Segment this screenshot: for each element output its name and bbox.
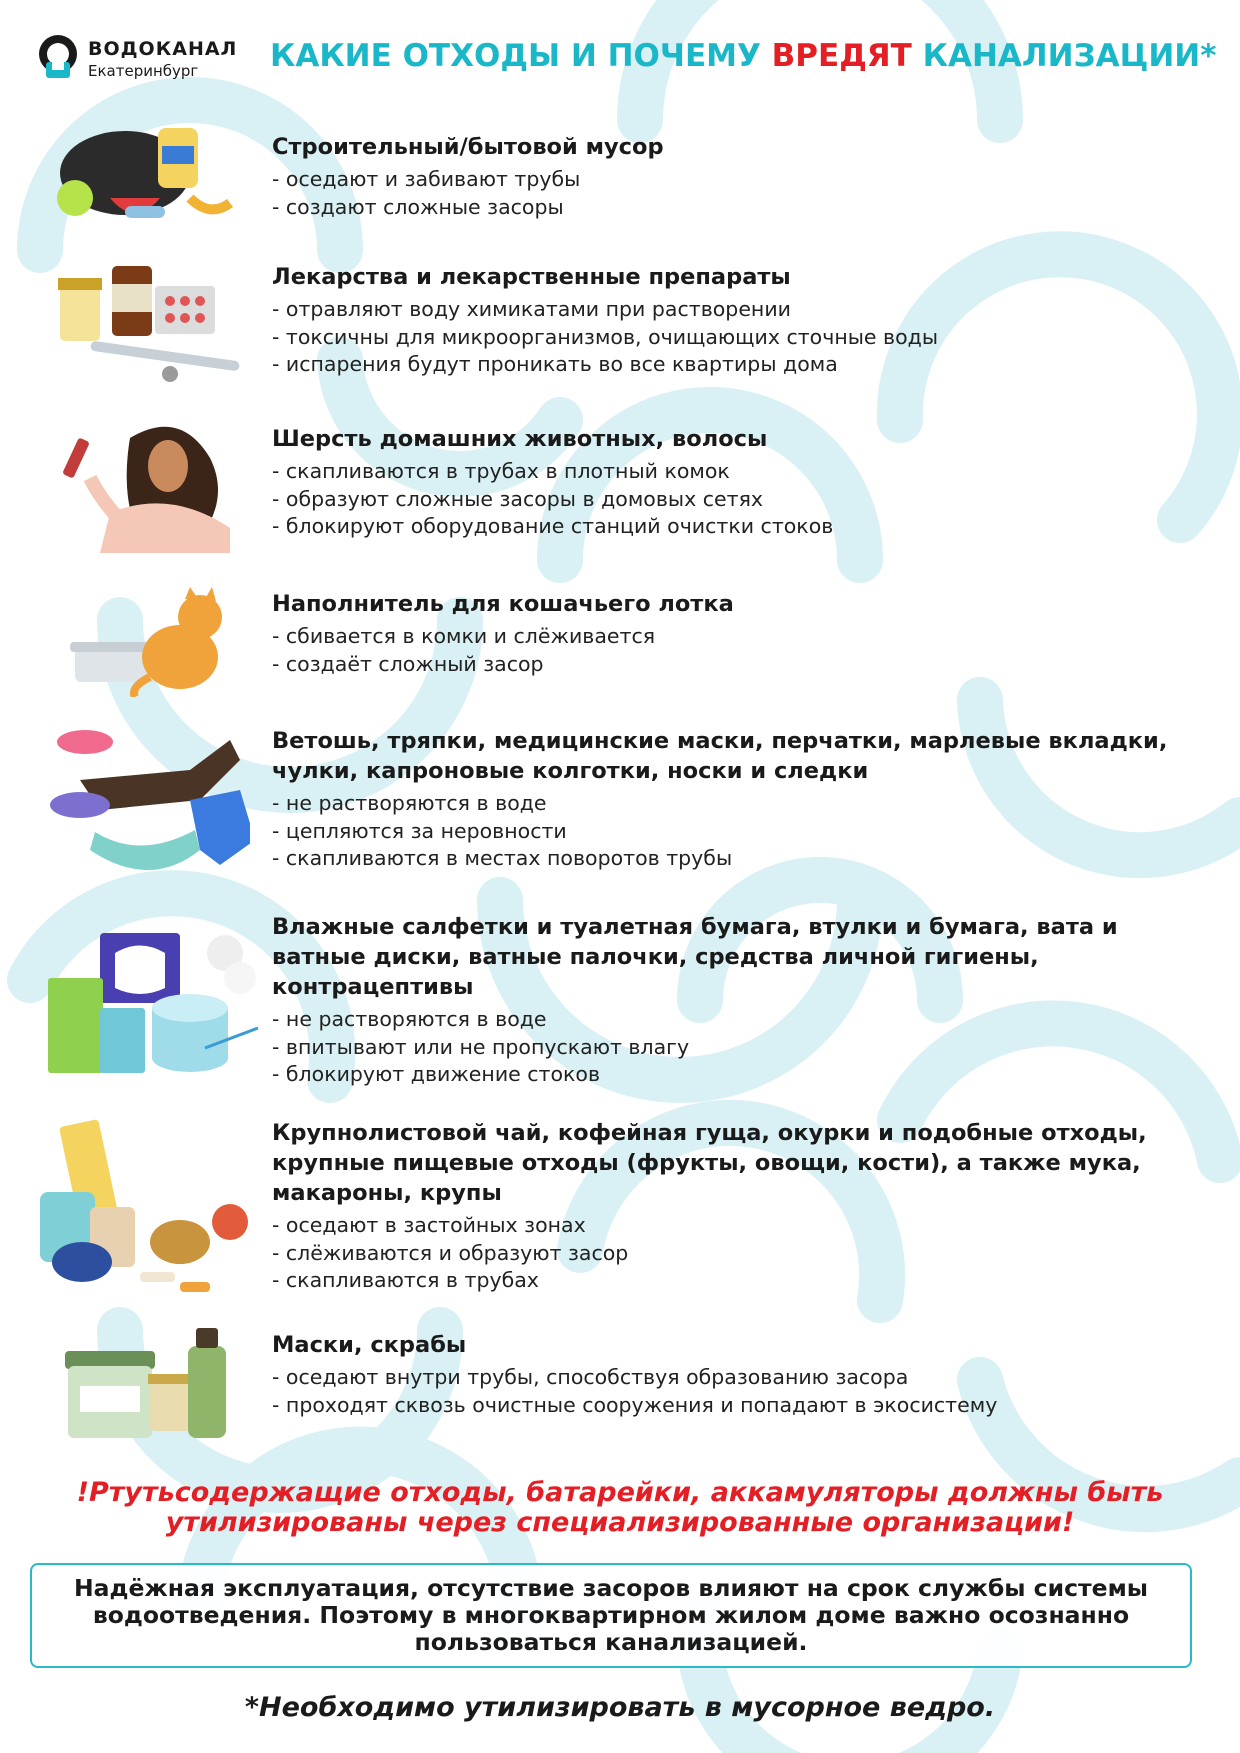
item-point: - скапливаются в местах поворотов трубы [272,846,733,870]
title-part2: КАНАЛИЗАЦИИ* [911,38,1217,74]
item-point: - цепляются за неровности [272,818,567,843]
item-point: - блокируют движение стоков [272,1062,601,1086]
note-box [30,1563,1192,1668]
warning-text: !Ртутьсодержащие отходы, батарейки, аккамуляторы должны быть утилизированы через специализированные организации! [76,1477,1164,1538]
item-title: Строительный/бытовой мусор [272,134,664,160]
item-point: - создают сложные засоры [272,194,564,219]
item-point: - блокируют оборудование станций очистки стоков [272,514,834,538]
item-point: - не растворяются в воде [272,791,547,815]
logo-city: Екатеринбург [88,62,199,80]
item-point: - оседают в застойных зонах [272,1213,586,1237]
item-title: Маски, скрабы [272,1332,467,1358]
item-title: Наполнитель для кошачьего лотка [272,591,734,617]
item-title: Крупнолистовой чай, кофейная гуща, окурки и подобные отходы, крупные пищевые отходы (фрукты, овощи, кости), а также мука, макароны, крупы [272,1120,1147,1206]
hair-comb-icon [40,418,240,553]
item-point: - токсичны для микроорганизмов, очищающих сточные воды [272,324,939,349]
cat-litter-icon [40,587,240,697]
item-title: Ветошь, тряпки, медицинские маски, перчатки, марлевые вкладки, чулки, капроновые колготки, носки и следки [272,728,1168,784]
item-point: - создаёт сложный засор [272,651,544,676]
note-text: Надёжная эксплуатация, отсутствие засоров влияют на срок службы системы водоотведения. Поэтому в многоквартирном жилом доме важно осознанно пользоваться канализацией. [73,1574,1149,1656]
item-title: Шерсть домашних животных, волосы [272,426,768,452]
cosmetics-jars-icon [40,1326,240,1446]
item-title: Влажные салфетки и туалетная бумага, втулки и бумага, вата и ватные диски, ватные палочки, средства личной гигиены, контрацептивы [272,914,1118,1000]
title-part1: КАКИЕ ОТХОДЫ И ПОЧЕМУ [270,38,772,74]
hygiene-products-icon [40,908,260,1078]
household-trash-icon [40,118,240,228]
item-point: - отравляют воду химикатами при растворении [272,297,791,321]
item-point: - проходят сквозь очистные сооружения и попадают в экосистему [272,1392,998,1417]
item-point: - сбивается в комки и слёживается [272,624,656,648]
title-highlight: ВРЕДЯТ [771,38,912,74]
logo [36,32,246,84]
footer-note: *Необходимо утилизировать в мусорное ведро. [244,1692,996,1723]
item-point: - оседают и забивают трубы [272,167,581,191]
item-point: - впитывают или не пропускают влагу [272,1034,690,1059]
food-waste-icon [40,1112,260,1302]
item-point: - скапливаются в трубах в плотный комок [272,459,730,483]
item-point: - образуют сложные засоры в домовых сетях [272,486,764,511]
rags-gloves-icon [40,720,250,880]
medicine-icon [40,256,250,386]
logo-name: ВОДОКАНАЛ [88,38,238,60]
item-point: - не растворяются в воде [272,1007,547,1031]
item-point: - скапливаются в трубах [272,1268,539,1292]
item-point: - слёживаются и образуют засор [272,1240,629,1265]
item-point: - оседают внутри трубы, способствуя образованию засора [272,1365,909,1389]
item-point: - испарения будут проникать во все квартиры дома [272,352,838,376]
page-title [270,38,1220,74]
logo-drop-icon [36,32,80,82]
item-title: Лекарства и лекарственные препараты [272,264,791,290]
